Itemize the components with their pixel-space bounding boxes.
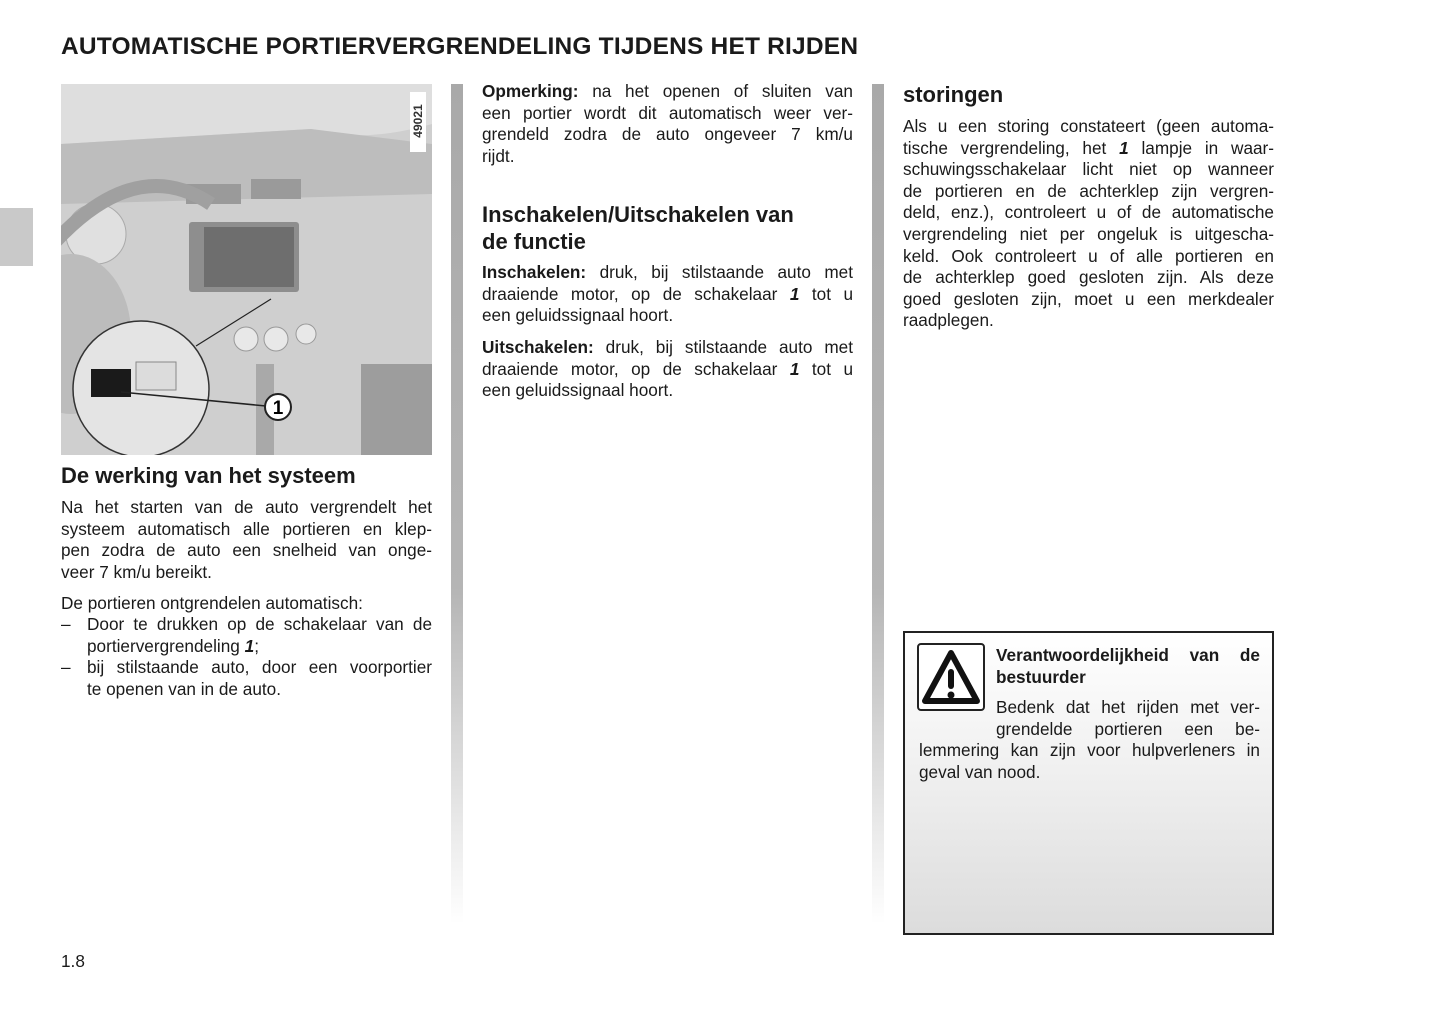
list-dash: –	[61, 614, 71, 634]
section-heading-schakelen	[482, 201, 853, 255]
text-line: draaiende motor, op de schakelaar 1 tot u	[482, 358, 854, 379]
figure-id: 49021	[410, 92, 426, 152]
lead-label: Inschakelen:	[482, 262, 587, 282]
text-line: deld, enz.), controleert u of de automatische	[903, 202, 1274, 223]
list-item	[61, 657, 432, 700]
list-item-text	[87, 657, 432, 700]
text-line: tische vergrendeling, het 1 lampje in waar-	[903, 137, 1275, 158]
text-line: Na het starten van de auto vergrendelt het	[61, 497, 432, 517]
lead-label: Opmerking:	[482, 81, 579, 101]
heading-line: Inschakelen/Uitschakelen van	[482, 202, 794, 227]
text-line: Als u een storing constateert (geen automa-	[903, 116, 1274, 136]
page-title: AUTOMATISCHE PORTIERVERGRENDELING TIJDENS HET RIJDEN	[61, 33, 859, 60]
paragraph	[903, 116, 1274, 332]
warning-title-line: Verantwoordelijkheid van de	[996, 645, 1260, 665]
switch-reference: 1	[1119, 137, 1129, 158]
text-line: een geluidssignaal hoort.	[482, 380, 674, 401]
text-line: systeem automatisch alle portieren en klep-	[61, 518, 432, 539]
paragraph	[61, 593, 432, 615]
text-line: raadplegen.	[903, 310, 994, 331]
text-line: Door te drukken op de schakelaar van de	[87, 614, 432, 634]
column-divider	[451, 84, 463, 924]
warning-text	[919, 697, 1260, 783]
text-line: de achterklep goed gesloten zijn. Als deze	[903, 267, 1274, 288]
text-line: draaiende motor, op de schakelaar 1 tot u	[482, 283, 854, 304]
text-line: een geluidssignaal hoort.	[482, 305, 674, 326]
text-line: grendelde portieren een be-	[996, 718, 1260, 739]
text-line: de portieren en de achterklep zijn vergren-	[903, 180, 1274, 201]
text-line: geval van nood.	[919, 761, 1041, 782]
text-line: portiervergrendeling 1;	[87, 635, 259, 656]
section-heading-storingen: storingen	[903, 82, 1004, 107]
enable-paragraph	[482, 262, 853, 327]
disable-paragraph	[482, 337, 853, 402]
text-line: Inschakelen: druk, bij stilstaande auto met	[482, 262, 853, 282]
text-line: vergrendeling niet per ongeluk is uitgescha-	[903, 223, 1274, 244]
text-line: Uitschakelen: druk, bij stilstaande auto met	[482, 337, 853, 357]
switch-reference: 1	[789, 358, 800, 379]
warning-title	[996, 645, 1260, 688]
page-number: 1.8	[61, 951, 85, 971]
text-line: goed gesloten zijn, moet u een merkdealer	[903, 288, 1274, 309]
callout-number: 1	[272, 398, 284, 419]
text-line: te openen van in de auto.	[87, 678, 281, 699]
section-tab	[0, 208, 33, 266]
warning-box	[903, 631, 1274, 935]
text-line: grendeld zodra de auto ongeveer 7 km/u	[482, 124, 853, 145]
list-dash: –	[61, 657, 71, 678]
text-line: een portier wordt dit automatisch weer ver-	[482, 102, 853, 123]
text-line: pen zodra de auto een snelheid van onge-	[61, 540, 432, 561]
text-line: keld. Ook controleert u of alle portieren en	[903, 245, 1274, 266]
lead-label: Uitschakelen:	[482, 337, 594, 357]
text-line: rijdt.	[482, 145, 515, 166]
note-paragraph	[482, 81, 853, 167]
switch-reference: 1	[789, 283, 800, 304]
text-line: Bedenk dat het rijden met ver-	[996, 697, 1260, 717]
warning-title-line: bestuurder	[996, 666, 1086, 687]
section-heading-werking: De werking van het systeem	[61, 463, 356, 488]
text-line: De portieren ontgrendelen automatisch:	[61, 593, 363, 613]
dashboard-illustration	[61, 84, 432, 455]
text-line: bij stilstaande auto, door een voorportier	[87, 657, 432, 678]
text-line: lemmering kan zijn voor hulpverleners in	[919, 740, 1260, 761]
paragraph	[61, 497, 432, 583]
list-item	[61, 614, 432, 657]
dashboard-drawing	[61, 84, 432, 455]
text-line: schuwingsschakelaar licht niet op wanneer	[903, 159, 1274, 180]
unlock-list	[61, 614, 432, 700]
column-divider	[872, 84, 884, 924]
text-line: veer 7 km/u bereikt.	[61, 561, 212, 582]
heading-line: de functie	[482, 229, 586, 254]
text-line: Opmerking: na het openen of sluiten van	[482, 81, 853, 101]
switch-reference: 1	[244, 635, 255, 656]
list-item-text	[87, 614, 432, 657]
